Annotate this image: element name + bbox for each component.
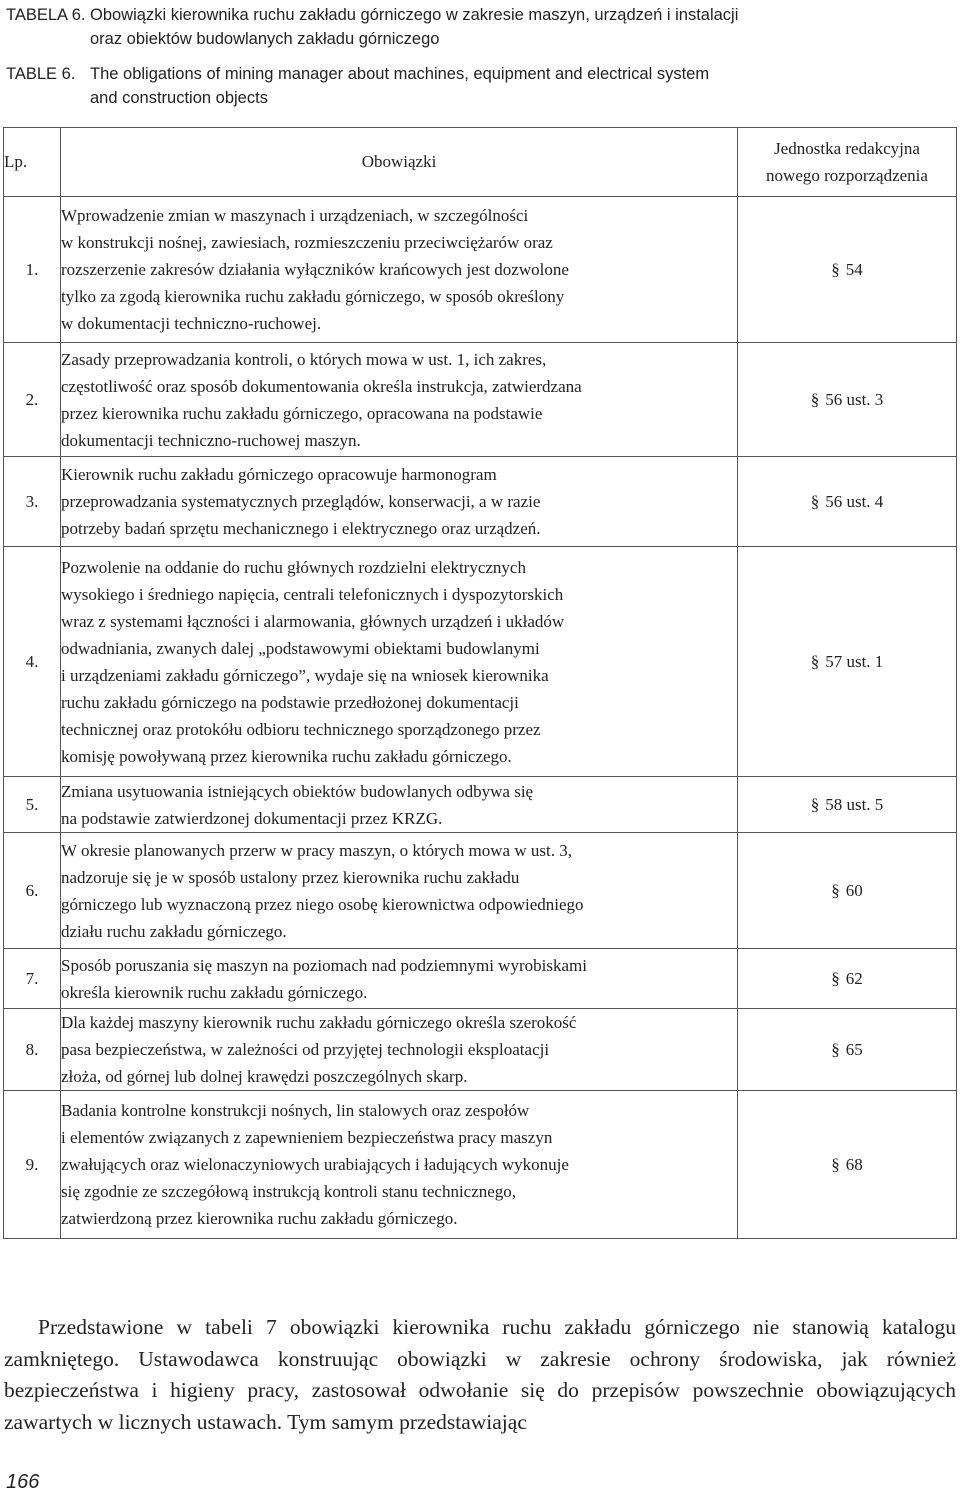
section-sign-icon: § [810, 491, 820, 511]
table-row [4, 457, 957, 547]
caption-line-1: The obligations of mining manager about machines, equipment and electrical system [90, 65, 710, 83]
body-paragraph: Przedstawione w tabeli 7 obowiązki kierownika ruchu zakładu górniczego nie stanowią katalogu zamkniętego. Ustawodawca konstruując obowiązki w zakresie ochrony środowiska, jak również bezpieczeństwa i higieny pracy, zastosował odwołanie się do przepisów powszechnie obowiązujących zawartych w licznych ustawach. Tym samym przedstawiając [4, 1315, 956, 1434]
section-sign-icon: § [810, 794, 820, 814]
row-duty-text: W okresie planowanych przerw w pracy maszyn, o których mowa w ust. 3, nadzoruje się je w sposób ustalony przez kierownika ruchu zakładu górniczego lub wyznaczoną przez niego osobę kierownictwa odpowiedniego działu ruchu zakładu górniczego. [61, 833, 738, 949]
reference-value: 54 [845, 259, 863, 279]
row-duty-text: Wprowadzenie zmian w maszynach i urządzeniach, w szczególności w konstrukcji nośnej, zawiesiach, rozmieszczeniu przeciwciężarów oraz rozszerzenie zakresów działania wyłączników krańcowych jest dozwolone tylko za zgodą kierownika ruchu zakładu górniczego, w sposób określony w dokumentacji techniczno-ruchowej. [61, 197, 738, 343]
table-row [4, 343, 957, 457]
row-duty-text: Sposób poruszania się maszyn na poziomach nad podziemnymi wyrobiskami określa kierownik ruchu zakładu górniczego. [61, 949, 738, 1009]
row-unit-reference [738, 777, 957, 833]
row-unit-reference [738, 457, 957, 547]
table-row [4, 1009, 957, 1091]
row-unit-reference [738, 1009, 957, 1091]
row-number: 9. [4, 1091, 61, 1239]
row-duty-text: Kierownik ruchu zakładu górniczego opracowuje harmonogram przeprowadzania systematycznych przeglądów, konserwacji, a w razie potrzeby badań sprzętu mechanicznego i elektrycznego oraz urządzeń. [61, 457, 738, 547]
header-duties: Obowiązki [61, 128, 738, 197]
row-duty-text: Dla każdej maszyny kierownik ruchu zakładu górniczego określa szerokość pasa bezpieczeństwa, w zależności od przyjętej technologii eksploatacji złoża, od górnej lub dolnej krawędzi poszczególnych skarp. [61, 1009, 738, 1091]
table-body [4, 197, 957, 1239]
duties-table [3, 127, 957, 1239]
table-row [4, 1091, 957, 1239]
table-row [4, 833, 957, 949]
row-unit-reference [738, 833, 957, 949]
table-row [4, 197, 957, 343]
reference-value: 56 ust. 3 [825, 389, 884, 409]
section-sign-icon: § [831, 259, 840, 279]
reference-value: 57 ust. 1 [825, 651, 884, 671]
table-row [4, 547, 957, 777]
reference-value: 65 [845, 1039, 863, 1059]
row-number: 5. [4, 777, 61, 833]
row-duty-text: Zasady przeprowadzania kontroli, o których mowa w ust. 1, ich zakres, częstotliwość oraz sposób dokumentowania określa instrukcja, zatwierdzana przez kierownika ruchu zakładu górniczego, opracowana na podstawie dokumentacji techniczno-ruchowej maszyn. [61, 343, 738, 457]
row-unit-reference [738, 1091, 957, 1239]
caption-line-2: and construction objects [90, 89, 268, 107]
reference-value: 56 ust. 4 [825, 491, 884, 511]
row-number: 3. [4, 457, 61, 547]
row-duty-text: Pozwolenie na oddanie do ruchu głównych rozdzielni elektrycznych wysokiego i średniego napięcia, centrali telefonicznych i dyspozytorskich wraz z systemami łączności i alarmowania, głównych urządzeń i układów odwadniania, zwanych dalej „podstawowymi obiektami budowlanymi i urządzeniami zakładu górniczego”, wydaje się na wniosek kierownika ruchu zakładu górniczego na podstawie przedłożonej dokumentacji technicznej oraz protokółu odbioru technicznego sporządzonego przez komisję powoływaną przez kierownika ruchu zakładu górniczego. [61, 547, 738, 777]
section-sign-icon: § [810, 389, 820, 409]
row-unit-reference [738, 197, 957, 343]
header-lp: Lp. [4, 128, 61, 197]
section-sign-icon: § [831, 968, 840, 988]
row-unit-reference [738, 949, 957, 1009]
reference-value: 58 ust. 5 [825, 794, 884, 814]
section-sign-icon: § [831, 1154, 840, 1174]
page-number: 166 [6, 1471, 40, 1493]
row-unit-reference [738, 343, 957, 457]
caption-line-2: oraz obiektów budowlanych zakładu górniczego [90, 30, 440, 48]
table-row [4, 949, 957, 1009]
row-unit-reference [738, 547, 957, 777]
header-unit [738, 128, 957, 197]
table-header-row [4, 128, 957, 197]
row-number: 7. [4, 949, 61, 1009]
row-duty-text: Badania kontrolne konstrukcji nośnych, lin stalowych oraz zespołów i elementów związanych z zapewnieniem bezpieczeństwa pracy maszyn zwałujących oraz wielonaczyniowych urabiających i ładujących wykonuje się zgodnie ze szczegółową instrukcją kontroli stanu technicznego, zatwierdzoną przez kierownika ruchu zakładu górniczego. [61, 1091, 738, 1239]
reference-value: 68 [845, 1154, 863, 1174]
row-number: 1. [4, 197, 61, 343]
table-row [4, 777, 957, 833]
caption-tag: TABELA 6. [6, 6, 86, 24]
reference-value: 62 [845, 968, 863, 988]
row-number: 8. [4, 1009, 61, 1091]
header-unit-line-2: nowego rozporządzenia [766, 166, 928, 185]
row-number: 2. [4, 343, 61, 457]
row-number: 6. [4, 833, 61, 949]
row-number: 4. [4, 547, 61, 777]
section-sign-icon: § [831, 880, 840, 900]
section-sign-icon: § [810, 651, 820, 671]
caption-tag: TABLE 6. [6, 65, 76, 83]
reference-value: 60 [845, 880, 863, 900]
row-duty-text: Zmiana usytuowania istniejących obiektów budowlanych odbywa się na podstawie zatwierdzonej dokumentacji przez KRZG. [61, 777, 738, 833]
caption-line-1: Obowiązki kierownika ruchu zakładu górniczego w zakresie maszyn, urządzeń i instalacji [90, 6, 739, 24]
section-sign-icon: § [831, 1039, 840, 1059]
header-unit-line-1: Jednostka redakcyjna [774, 139, 920, 158]
